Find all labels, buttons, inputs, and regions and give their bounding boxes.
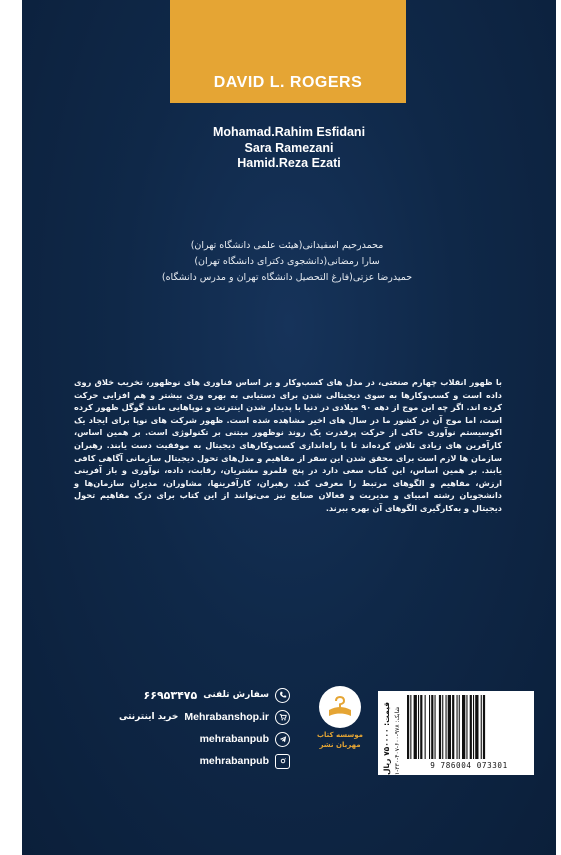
contact-instagram (94, 750, 290, 772)
contact-phone (94, 684, 290, 706)
publisher-emblem-icon (307, 684, 373, 730)
barcode-panel (378, 691, 534, 775)
translator-name: Mohamad.Rahim Esfidani (212, 125, 366, 139)
isbn-label: شابک: ۹۷۸-۶۰۰-۴۰۷-۳۳۰-۱ (394, 706, 401, 775)
book-description: با ظهور انقلاب چهارم صنعتی، در مدل های کسب‌وکار و بر اساس فناوری های نوظهور، تخریب خلاق روی داده است و کسب‌وکارها به سوی دیجیتالی شدن برای دستیابی به بهره وری بیشتر و هم افزایی حرکت کرده اند. اگر چه این موج از دهه ۹۰ میلادی در دنیا با پدیدار شدن اینترنت و نوپاهایی مانند گوگل ظهور کرده است، اما موج آن در کشور ما در سال های اخیر مشاهده شده است. ظهور شرکت های نوپا برای ایجاد یک اکوسیستم نوآوری حاکی از حرکت پرقدرت یک روند نوظهور مبتنی بر تکنولوژی است. بر همین اساس، کارآفرین های زیادی تلاش کرده‌اند تا با راه‌اندازی کسب‌وکارهای دیجیتال به موفقیت دست یابند. رهبران سازمان ها لازم است برای محقق شدن این سفر از مفاهیم و مدل‌های تحول دیجیتال سازمانی آگاهی کافی یابند. بر همین اساس، این کتاب سعی دارد در پنج قلمرو مشتریان، رقابت، داده، نوآوری و باز آفرینی ارزش، مفاهیم و الگوهای مرتبط را معرفی کند. رهبران، کارآفرینها، مشاوران، مدیران سازمان‌ها و دانشجویان رشته امبیای و مدیریت و فعالان صنایع نیز می‌توانند از این کتاب برای درک مفاهیم تحول دیجیتال و به‌کارگیری الگوهای آن بهره ببرند. (74, 377, 502, 513)
cart-icon (275, 710, 290, 725)
translators-persian (122, 238, 452, 286)
instagram-handle: mehrabanpub (199, 755, 269, 767)
translators-english (22, 125, 556, 172)
publisher-name (307, 730, 373, 750)
shop-url: Mehrabanshop.ir (184, 711, 269, 723)
phone-icon (275, 688, 290, 703)
publisher-line: مهربان نشر (319, 741, 361, 749)
publisher-logo (307, 684, 373, 772)
instagram-icon (275, 754, 290, 769)
phone-number: ۶۶۹۵۳۴۷۵ (143, 688, 198, 702)
contact-list (94, 684, 290, 772)
shop-label: خرید اینترنتی (119, 712, 179, 722)
telegram-icon (275, 732, 290, 747)
back-cover (22, 0, 556, 855)
price-label: قیمت: ۷۵۰۰۰۰ ریال (382, 701, 391, 775)
translator-name: Hamid.Reza Ezati (237, 156, 341, 170)
author-name: DAVID L. ROGERS (213, 74, 363, 91)
translator-credit: حمیدرضا عزتی(فارغ التحصیل دانشگاه تهران و مدرس دانشگاه) (161, 272, 413, 283)
publisher-line: موسسه کتاب (316, 731, 363, 739)
phone-label: سفارش تلفنی (203, 690, 269, 700)
contact-shop (94, 706, 290, 728)
author-banner (170, 0, 406, 103)
telegram-handle: mehrabanpub (199, 733, 269, 745)
contact-telegram (94, 728, 290, 750)
barcode-icon (406, 695, 524, 759)
translator-name: Sara Ramezani (244, 140, 334, 155)
translator-credit: محمدرحیم اسفیدانی(هیئت علمی دانشگاه تهران) (190, 240, 384, 251)
translator-credit: سارا رمضانی(دانشجوی دکترای دانشگاه تهران) (194, 256, 380, 267)
barcode-number: 9 786004 073301 (430, 761, 508, 770)
